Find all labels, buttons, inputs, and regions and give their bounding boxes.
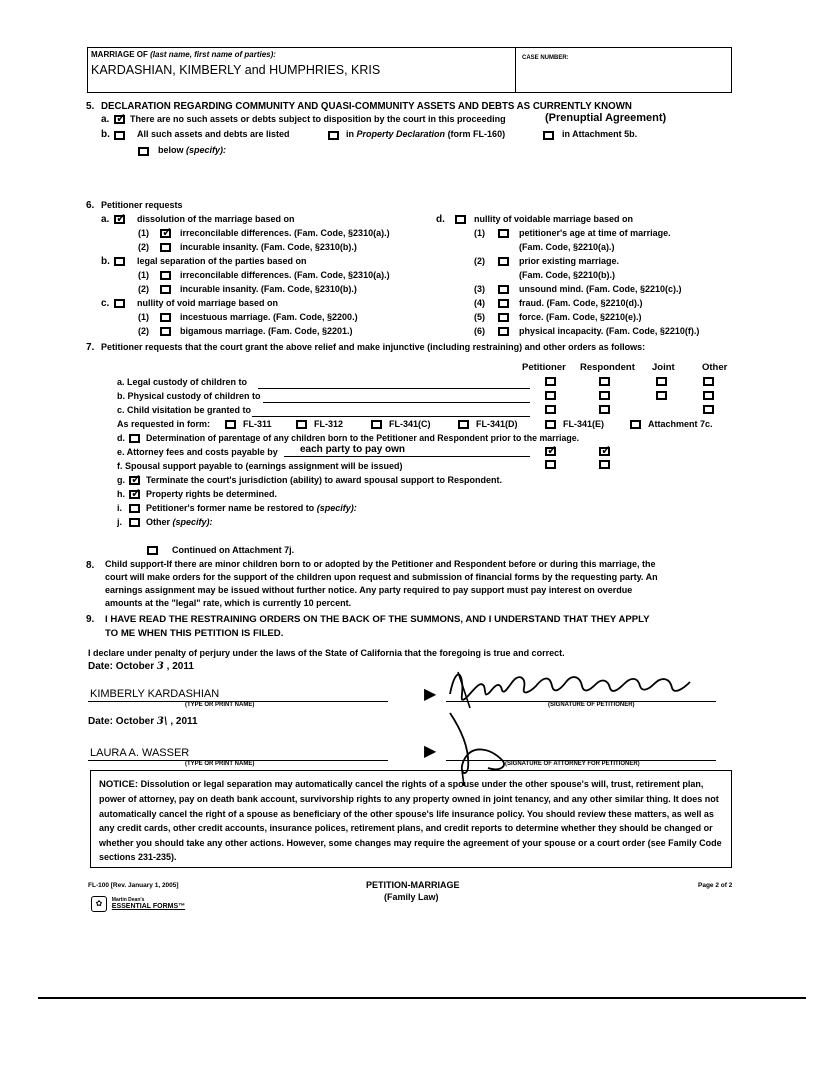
s5-b-opt2: in Attachment 5b. (562, 129, 638, 139)
form-fl341e-checkbox[interactable] (545, 420, 556, 429)
s7-f: f. Spousal support payable to (earnings assignment will be issued) (117, 461, 403, 471)
s7-e: e. Attorney fees and costs payable by (117, 447, 278, 457)
date1: Date: October 3 , 2011 (88, 661, 194, 672)
s6-c-text: nullity of void marriage based on (137, 298, 279, 308)
s6-c1: incestuous marriage. (Fam. Code, §2200.) (180, 312, 358, 322)
s5-a-text: There are no such assets or debts subject to disposition by the court in this proceeding (130, 114, 506, 124)
s7-h: Property rights be determined. (146, 489, 278, 499)
s6-d4-num: (4) (474, 298, 485, 308)
s6-a2-num: (2) (138, 242, 149, 252)
essential-forms-logo (91, 896, 185, 912)
s5a-checkbox[interactable] (114, 115, 125, 124)
s6-d1-num: (1) (474, 228, 485, 238)
notice-text: Dissolution or legal separation may automatically cancel the rights of a spouse under the other spouse's will, trust, retirement plan, power of attorney, pay on death bank account, survivorship rights to any property owned in joint tenancy, and any other similar thing. It does not automatically cancel the right of a spouse as beneficiary of the other spouse's life insurance policy. You should review these matters, as well as any credit cards, other credit accounts, insurance polices, retirement plans, and credit reports to determine whether they should be changed or whether you should take any other actions. However, some changes may require the agreement of your spouse or a court order (see Family Code sections 231-235). (99, 779, 722, 863)
s6-d5: force. (Fam. Code, §2210(e).) (519, 312, 642, 322)
notice-label: NOTICE: (99, 779, 139, 790)
notice-box (90, 770, 732, 868)
col-joint: Joint (652, 362, 675, 373)
arrow-icon-2: ▶ (424, 743, 437, 760)
s6-d3: unsound mind. (Fam. Code, §2210(c).) (519, 284, 682, 294)
col-respondent: Respondent (580, 362, 635, 373)
s6-d2-num: (2) (474, 256, 485, 266)
s7-as-requested: As requested in form: (117, 419, 211, 429)
form-id: FL-100 [Rev. January 1, 2005] (88, 882, 179, 889)
s8-line-4: amounts at the "legal" rate, which is currently 10 percent. (105, 598, 352, 608)
s7-g-letter: g. (117, 475, 125, 485)
s7a-joint-checkbox[interactable] (656, 377, 667, 386)
s5b-attachment-checkbox[interactable] (543, 131, 554, 140)
s7-b-line (263, 402, 530, 403)
s6-d1b: (Fam. Code, §2210(a).) (519, 242, 615, 252)
s5b-property-declaration-checkbox[interactable] (328, 131, 339, 140)
page-number: Page 2 of 2 (698, 882, 733, 889)
s6a1-checkbox[interactable] (160, 229, 171, 238)
s9-line-1: I HAVE READ THE RESTRAINING ORDERS ON THE BACK OF THE SUMMONS, AND I UNDERSTAND THAT THEY APPLY (105, 614, 650, 625)
s7-continued: Continued on Attachment 7j. (172, 545, 295, 555)
form-fl311-checkbox[interactable] (225, 420, 236, 429)
attorney-name: LAURA A. WASSER (90, 747, 190, 759)
date1-handwritten-day: 3 (156, 661, 164, 672)
s6-a1-num: (1) (138, 228, 149, 238)
form-fl312-checkbox[interactable] (296, 420, 307, 429)
s6-title: Petitioner requests (101, 200, 183, 210)
s7-c: c. Child visitation be granted to (117, 405, 252, 415)
form-fl312: FL-312 (314, 419, 344, 429)
s7h-checkbox[interactable] (129, 490, 140, 499)
s5b-checkbox[interactable] (114, 131, 125, 140)
form-fl341c-checkbox[interactable] (371, 420, 382, 429)
petitioner-name: KIMBERLY KARDASHIAN (90, 688, 220, 700)
petitioner-signature-caption: (SIGNATURE OF PETITIONER) (548, 702, 635, 708)
s7a-petitioner-checkbox[interactable] (545, 377, 556, 386)
s6-d2: prior existing marriage. (519, 256, 620, 266)
s6-d6: physical incapacity. (Fam. Code, §2210(f).) (519, 326, 700, 336)
s6-c2-num: (2) (138, 326, 149, 336)
s6-c2: bigamous marriage. (Fam. Code, §2201.) (180, 326, 353, 336)
s6-c1-num: (1) (138, 312, 149, 322)
s7c-petitioner-checkbox[interactable] (545, 405, 556, 414)
s8-num: 8. (86, 560, 95, 571)
s8-line-2: court will make orders for the support of the children upon request and submission of financial forms by the requesting party. An (105, 572, 658, 582)
attorney-name-caption: (TYPE OR PRINT NAME) (185, 761, 255, 767)
s6c1-checkbox[interactable] (160, 313, 171, 322)
s8-line-1: Child support-If there are minor children born to or adopted by the Petitioner and Respondent before or during this marriage, the (105, 559, 656, 569)
petitioner-name-caption: (TYPE OR PRINT NAME) (185, 702, 255, 708)
s7b-joint-checkbox[interactable] (656, 391, 667, 400)
s7b-respondent-checkbox[interactable] (599, 391, 610, 400)
s6d5-checkbox[interactable] (498, 313, 509, 322)
s6-c-letter: c. (101, 298, 110, 309)
s7e-respondent-checkbox[interactable] (599, 447, 610, 456)
logo-main: ESSENTIAL FORMS™ (111, 902, 186, 910)
s7f-respondent-checkbox[interactable] (599, 460, 610, 469)
footer-title: PETITION-MARRIAGE (366, 880, 460, 890)
s6b1-checkbox[interactable] (160, 271, 171, 280)
form-fl341e: FL-341(E) (563, 419, 605, 429)
s6-d-letter: d. (436, 214, 445, 225)
s6d-checkbox[interactable] (455, 215, 466, 224)
s5-a-letter: a. (101, 114, 110, 125)
arrow-icon-1: ▶ (424, 686, 437, 703)
s6-b2: incurable insanity. (Fam. Code, §2310(b).) (180, 284, 357, 294)
s7d-checkbox[interactable] (129, 434, 140, 443)
s5b-below-checkbox[interactable] (138, 147, 149, 156)
s7b-other-checkbox[interactable] (703, 391, 714, 400)
s6-a-text: dissolution of the marriage based on (137, 214, 295, 224)
s7-c-line (252, 416, 530, 417)
s8-line-3: earnings assignment may be issued without further notice. Any party required to pay support must pay interest on overdue (105, 585, 633, 595)
bottom-rule (38, 997, 806, 999)
s7f-petitioner-checkbox[interactable] (545, 460, 556, 469)
s6-d2b: (Fam. Code, §2210(b).) (519, 270, 616, 280)
s7j-checkbox[interactable] (129, 518, 140, 527)
s7-g: Terminate the court's jurisdiction (ability) to award spousal support to Respondent. (146, 475, 503, 485)
date2: Date: October 3\ , 2011 (88, 716, 198, 727)
s7-e-line (284, 456, 530, 457)
form-fl341d: FL-341(D) (476, 419, 518, 429)
s6-b-letter: b. (101, 256, 110, 267)
s6d2-checkbox[interactable] (498, 257, 509, 266)
s7-d: Determination of parentage of any children born to the Petitioner and Respondent prior to the marriage. (146, 433, 580, 443)
form-fl311: FL-311 (243, 419, 272, 429)
s7-h-letter: h. (117, 489, 125, 499)
s7-b: b. Physical custody of children to (117, 391, 261, 401)
s7-d-letter: d. (117, 433, 125, 443)
s5-b-opt3: below (specify): (158, 145, 227, 155)
attorney-signature-caption: (SIGNATURE OF ATTORNEY FOR PETITIONER) (505, 761, 640, 767)
s6-b2-num: (2) (138, 284, 149, 294)
s6-b1-num: (1) (138, 270, 149, 280)
s5-b-opt1: in Property Declaration (form FL-160) (346, 129, 506, 139)
s7i-checkbox[interactable] (129, 504, 140, 513)
s7-a-line (258, 388, 530, 389)
s7a-respondent-checkbox[interactable] (599, 377, 610, 386)
s7-j: Other (specify): (146, 517, 213, 527)
s6c2-checkbox[interactable] (160, 327, 171, 336)
s7g-checkbox[interactable] (129, 476, 140, 485)
s6a2-checkbox[interactable] (160, 243, 171, 252)
s6-d-text: nullity of voidable marriage based on (474, 214, 634, 224)
marriage-of-label: MARRIAGE OF (last name, first name of parties): (91, 50, 276, 59)
s9-line-2: TO ME WHEN THIS PETITION IS FILED. (105, 628, 284, 639)
form-fl341d-checkbox[interactable] (458, 420, 469, 429)
s7c-respondent-checkbox[interactable] (599, 405, 610, 414)
date2-handwritten-day: 3\ (156, 716, 168, 727)
s6d6-checkbox[interactable] (498, 327, 509, 336)
s6-a-letter: a. (101, 214, 110, 225)
form-attachment7c-checkbox[interactable] (630, 420, 641, 429)
s6c-checkbox[interactable] (114, 299, 125, 308)
parties-names: KARDASHIAN, KIMBERLY and HUMPHRIES, KRIS (91, 63, 381, 77)
s6-d4: fraud. (Fam. Code, §2210(d).) (519, 298, 643, 308)
s6-num: 6. (86, 200, 95, 211)
s6d3-checkbox[interactable] (498, 285, 509, 294)
s5-num: 5. (86, 101, 95, 112)
s6d4-checkbox[interactable] (498, 299, 509, 308)
s6-a1: irreconcilable differences. (Fam. Code, §2310(a).) (180, 228, 390, 238)
s7-num: 7. (86, 342, 95, 353)
s6-d5-num: (5) (474, 312, 485, 322)
s7-i: Petitioner's former name be restored to (specify): (146, 503, 357, 513)
logo-top: Martin Dean's (111, 896, 145, 903)
s7a-other-checkbox[interactable] (703, 377, 714, 386)
s7c-other-checkbox[interactable] (703, 405, 714, 414)
declaration-text: I declare under penalty of perjury under the laws of the State of California that the foregoing is true and correct. (88, 648, 565, 658)
s7-j-letter: j. (117, 517, 123, 527)
s5-title: DECLARATION REGARDING COMMUNITY AND QUASI-COMMUNITY ASSETS AND DEBTS AS CURRENTLY KNOWN (101, 101, 632, 112)
s6b-checkbox[interactable] (114, 257, 125, 266)
s6-d3-num: (3) (474, 284, 485, 294)
s7-a: a. Legal custody of children to (117, 377, 248, 387)
s6d1-checkbox[interactable] (498, 229, 509, 238)
continued-attachment-checkbox[interactable] (147, 546, 158, 555)
s7b-petitioner-checkbox[interactable] (545, 391, 556, 400)
s6b2-checkbox[interactable] (160, 285, 171, 294)
col-other: Other (702, 362, 728, 373)
fees-handwritten: each party to pay own (300, 444, 406, 455)
s9-num: 9. (86, 614, 95, 625)
s7e-petitioner-checkbox[interactable] (545, 447, 556, 456)
s6-d6-num: (6) (474, 326, 485, 336)
caption-divider (515, 47, 516, 93)
s7-title: Petitioner requests that the court grant the above relief and make injunctive (including restraining) and other orders as follows: (101, 342, 646, 352)
form-attachment7c: Attachment 7c. (648, 419, 713, 429)
s6-b1: irreconcilable differences. (Fam. Code, §2310(a).) (180, 270, 390, 280)
logo-icon: ✿ (91, 896, 107, 912)
s6-d1: petitioner's age at time of marriage. (519, 228, 671, 238)
s6-b-text: legal separation of the parties based on (137, 256, 307, 266)
s6-a2: incurable insanity. (Fam. Code, §2310(b).) (180, 242, 357, 252)
footer-subtitle: (Family Law) (384, 892, 439, 902)
s5-b-letter: b. (101, 129, 110, 140)
case-number-label: CASE NUMBER: (522, 55, 569, 61)
form-fl341c: FL-341(C) (389, 419, 431, 429)
petitioner-signature-scribble (440, 664, 710, 710)
col-petitioner: Petitioner (522, 362, 566, 373)
s5-b-text: All such assets and debts are listed (137, 129, 290, 139)
prenuptial-handwritten: (Prenuptial Agreement) (545, 112, 667, 124)
s6a-checkbox[interactable] (114, 215, 125, 224)
s7-i-letter: i. (117, 503, 123, 513)
s8-text (105, 558, 658, 610)
